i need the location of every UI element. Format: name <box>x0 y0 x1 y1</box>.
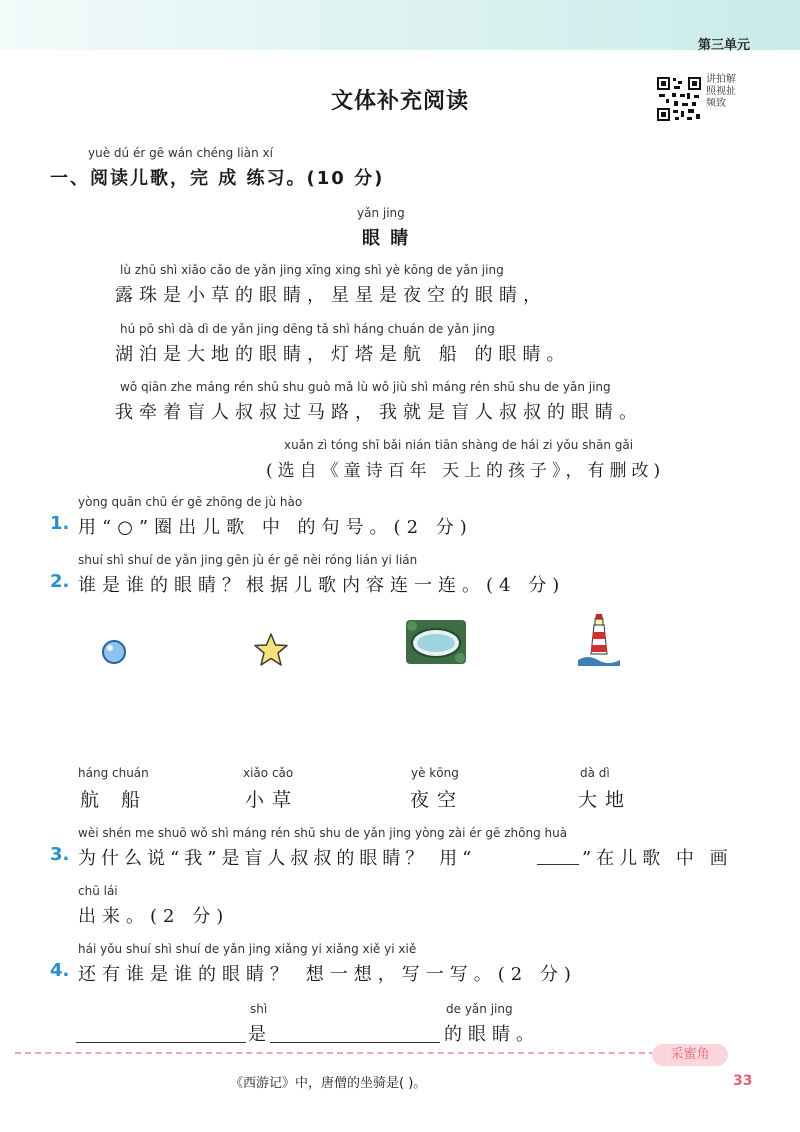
word-3[interactable]: 夜空 <box>410 789 465 811</box>
q3-text-part1: 为什么说“我”是盲人叔叔的眼睛？ 用“ <box>78 848 477 869</box>
q3-text-part2: ”在儿歌 中 画 <box>582 848 733 869</box>
q2-pinyin: shuí shì shuí de yǎn jing gēn jù ér gē nèi róng lián yi lián <box>78 553 418 567</box>
section-heading-pinyin: yuè dú ér gē wán chéng liàn xí <box>88 146 273 160</box>
answer-eye-pinyin: de yǎn jing <box>446 1002 513 1016</box>
star-icon[interactable] <box>252 632 290 668</box>
word-2[interactable]: 小草 <box>245 789 300 811</box>
q3-text-line2: 出来。(2 分) <box>78 906 230 927</box>
section-heading: 一、阅读儿歌，完 成 练习。(10 分) <box>50 168 385 189</box>
page-number: 33 <box>733 1073 753 1089</box>
qr-code-icon[interactable] <box>656 76 702 122</box>
lake-icon[interactable] <box>406 620 466 664</box>
footer-divider <box>15 1052 655 1054</box>
poem-title-pinyin: yǎn jing <box>357 206 405 220</box>
poem-line-1-pinyin: lù zhū shì xiǎo cǎo de yǎn jing xīng xing shì yè kōng de yǎn jing <box>120 263 504 277</box>
poem-source: (选自《童诗百年 天上的孩子》，有删改) <box>266 461 666 481</box>
q3-pinyin-line2: chū lái <box>78 884 118 898</box>
poem-line-3: 我牵着盲人叔叔过马路，我就是盲人叔叔的眼睛。 <box>115 402 643 423</box>
q4-number: 4. <box>50 960 70 981</box>
q1-text: 用“○”圈出儿歌 中 的句号。(2 分) <box>78 517 473 538</box>
footer-badge: 采蜜角 <box>652 1044 728 1066</box>
dew-drop-icon[interactable] <box>100 638 128 666</box>
header-band <box>0 0 800 50</box>
answer-blank-1[interactable] <box>76 1022 246 1043</box>
word-4-pinyin: dà dì <box>580 766 610 780</box>
q3-number: 3. <box>50 844 70 865</box>
word-3-pinyin: yè kōng <box>411 766 459 780</box>
word-1-pinyin: háng chuán <box>78 766 149 780</box>
q4-pinyin: hái yǒu shuí shì shuí de yǎn jing xiǎng yi xiǎng xiě yi xiě <box>78 942 417 956</box>
word-1[interactable]: 航 船 <box>80 789 149 811</box>
qr-caption: 讲拍解照视扯频致 <box>706 74 736 109</box>
page-title: 文体补充阅读 <box>330 89 469 114</box>
q1-number: 1. <box>50 513 70 534</box>
poem-title: 眼 睛 <box>362 228 411 249</box>
word-2-pinyin: xiǎo cǎo <box>243 766 294 780</box>
poem-line-2: 湖泊是大地的眼睛，灯塔是航 船 的眼睛。 <box>115 344 571 365</box>
poem-line-2-pinyin: hú pō shì dà dì de yǎn jing dēng tǎ shì háng chuán de yǎn jing <box>120 322 495 336</box>
q1-pinyin: yòng quān chū ér gē zhōng de jù hào <box>78 495 303 509</box>
answer-shi-pinyin: shì <box>250 1002 268 1016</box>
unit-label: 第三单元 <box>697 38 750 53</box>
answer-blank-2[interactable] <box>270 1022 440 1043</box>
answer-eye: 的眼睛。 <box>444 1024 540 1045</box>
poem-line-3-pinyin: wǒ qiān zhe máng rén shū shu guò mǎ lù wǒ jiù shì máng rén shū shu de yǎn jing <box>120 380 611 394</box>
q2-number: 2. <box>50 571 70 592</box>
q3-pinyin-line1: wèi shén me shuō wǒ shì máng rén shū shu de yǎn jing yòng zài ér gē zhōng huà <box>78 826 568 840</box>
q2-text: 谁是谁的眼睛？根据儿歌内容连一连。(4 分) <box>78 575 566 596</box>
footer-note: 《西游记》中，唐僧的坐骑是( )。 <box>230 1076 427 1091</box>
underline-symbol <box>537 846 579 865</box>
answer-shi: 是 <box>248 1024 272 1045</box>
poem-line-1: 露珠是小草的眼睛，星星是夜空的眼睛， <box>115 285 547 306</box>
q4-text: 还有谁是谁的眼睛？ 想一想，写一写。(2 分) <box>78 964 577 985</box>
poem-source-pinyin: xuǎn zì tóng shī bǎi nián tiān shàng de hái zi yǒu shān gǎi <box>284 438 634 452</box>
lighthouse-icon[interactable] <box>576 610 622 668</box>
word-4[interactable]: 大地 <box>578 789 633 811</box>
